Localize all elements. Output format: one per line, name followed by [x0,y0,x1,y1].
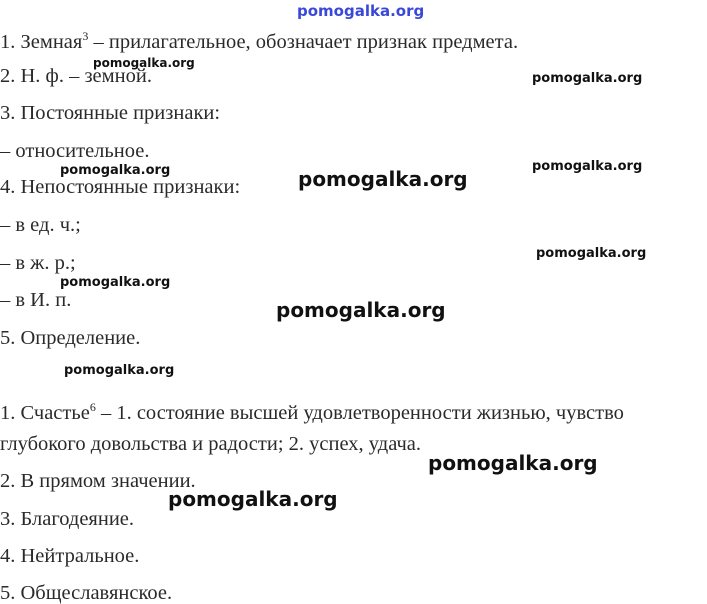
analysis1-line-7: – в ж. р.; [0,252,76,274]
analysis1-line-5: 4. Непостоянные признаки: [0,176,241,198]
watermark: pomogalka.org [60,275,171,290]
footnote-3: 3 [82,29,89,43]
analysis2-line-6: 5. Общеславянское. [0,582,173,604]
word-schastye: 1. Счастье [0,402,90,424]
watermark: pomogalka.org [60,163,171,178]
analysis1-line-9: 5. Определение. [0,327,141,349]
analysis2-line-1-text: – 1. состояние высшей удовлетворенности жизнью, чувство [95,402,624,424]
watermark: pomogalka.org [536,246,647,261]
analysis2-line-1 [0,401,624,424]
word-zemnaya: 1. Земная [0,31,83,53]
watermark: pomogalka.org [93,56,195,70]
analysis1-line-4: – относительное. [0,140,150,162]
analysis1-line-1-text: – прилагательное, обозначает признак предмета. [88,31,519,53]
watermark-large: pomogalka.org [168,487,338,511]
analysis2-line-3: 2. В прямом значении. [0,470,196,492]
analysis2-line-5: 4. Нейтральное. [0,545,140,567]
watermark: pomogalka.org [532,159,643,174]
watermark-large: pomogalka.org [298,167,468,191]
analysis1-line-2: 2. Н. ф. – земной. [0,65,152,87]
watermark: pomogalka.org [64,363,175,378]
analysis1-line-6: – в ед. ч.; [0,214,81,236]
analysis2-line-4: 3. Благодеяние. [0,508,135,530]
analysis1-line-1 [0,30,518,53]
watermark-top: pomogalka.org [297,2,425,20]
analysis2-line-2: глубокого довольства и радости; 2. успех, удача. [0,433,422,455]
watermark: pomogalka.org [532,71,643,86]
watermark-large: pomogalka.org [276,298,446,322]
analysis1-line-8: – в И. п. [0,289,72,311]
watermark-large: pomogalka.org [428,451,598,475]
footnote-6: 6 [89,400,96,414]
analysis1-line-3: 3. Постоянные признаки: [0,102,221,124]
